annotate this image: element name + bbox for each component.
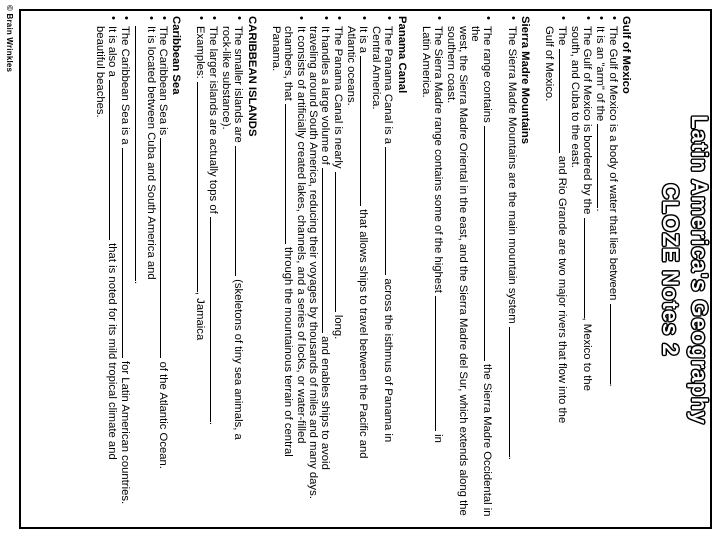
item-text: . (606, 383, 619, 387)
list-item (194, 16, 207, 521)
list-item (132, 16, 157, 521)
item-text: that is noted for its mild tropical climate and (105, 243, 118, 460)
heading-caribbean-sea: Caribbean Sea (170, 16, 183, 95)
fill-in-blank[interactable] (160, 138, 170, 358)
heading-caribbean-islands: CARIBBEAN ISLANDS (245, 16, 258, 137)
heading-sierra-madre: Sierra Madre Mountains (519, 16, 532, 145)
fill-in-blank[interactable] (509, 327, 519, 457)
item-text: It is a (357, 26, 370, 53)
item-text: across the isthmus of Panama in (382, 278, 395, 443)
item-text: The range contains (481, 26, 494, 123)
item-text: The Caribbean Sea is (157, 26, 169, 136)
fill-in-blank[interactable] (360, 56, 370, 206)
item-continuation: Latin America. (419, 26, 432, 98)
item-text: through the mountainous terrain of central (281, 247, 294, 457)
item-text: The (555, 26, 568, 46)
item-continuation: beautiful beaches. (93, 26, 106, 118)
item-text: in (431, 434, 444, 443)
list-item (370, 16, 395, 521)
item-text: of the Atlantic Ocean. (157, 361, 169, 469)
item-text: The Gulf of Mexico is bordered by the (580, 26, 593, 215)
item-text: It consists of artificially created lakes, channels, and a series of locks, or water-filled (294, 26, 307, 444)
item-text: It is also a (105, 26, 118, 77)
item-text: long. (332, 314, 345, 340)
fill-in-blank[interactable] (210, 217, 220, 422)
title-line-2: CLOZE Notes 2 (658, 183, 683, 357)
item-text: The larger islands are actually tops of (207, 26, 220, 214)
notes-body (93, 16, 632, 521)
list-item (569, 16, 594, 521)
list-item (594, 16, 607, 521)
list-item (445, 16, 494, 521)
item-text: . (131, 281, 144, 285)
item-text: . (593, 208, 606, 212)
list-item (157, 16, 170, 521)
item-text: the Sierra Madre Occidental in the (469, 26, 494, 517)
list-item (345, 16, 370, 521)
title-line-1: Latin America's Geography (687, 115, 712, 425)
list-item (543, 16, 568, 521)
item-text: chambers, that (281, 26, 294, 101)
item-text: It handles a large volume of (319, 26, 332, 165)
item-text: The Sierra Madre range contains some of the highest (431, 26, 444, 293)
list-item (207, 16, 220, 521)
item-continuation: Panama. (269, 26, 282, 72)
item-continuation: Central America. (370, 26, 383, 110)
fill-in-blank[interactable] (610, 304, 620, 384)
item-continuation (282, 26, 295, 521)
item-text: and Rio Grande are two major rivers that flow into the (555, 155, 568, 424)
fill-in-blank[interactable] (559, 49, 569, 153)
item-continuation: rock-like substance). (220, 26, 233, 130)
list-item (270, 16, 307, 521)
list-item (332, 16, 345, 521)
item-text: (skeletons of tiny sea animals, a (232, 279, 245, 440)
fill-in-blank[interactable] (335, 172, 345, 312)
item-text: The smaller islands are (232, 26, 245, 143)
list-item (420, 16, 445, 521)
list-item (506, 16, 519, 521)
item-text: for Latin American countries. (118, 360, 131, 505)
item-text: . (506, 456, 519, 460)
item-text: The Sierra Madre Mountains are the main mountain system (506, 26, 519, 324)
fill-in-blank[interactable] (435, 296, 445, 431)
list-item (119, 16, 132, 521)
fill-in-blank[interactable] (135, 26, 145, 281)
heading-gulf-of-mexico: Gulf of Mexico (620, 16, 632, 94)
item-text: The Caribbean Sea is a (118, 26, 131, 145)
item-continuation: south, and Cuba to the east. (568, 26, 581, 168)
list-item (607, 16, 620, 521)
fill-in-blank[interactable] (584, 218, 594, 318)
fill-in-blank[interactable] (285, 104, 295, 244)
item-text: The Panama Canal is nearly (332, 26, 345, 169)
item-text: that allows ships to travel between the Pacific and (357, 209, 370, 459)
fill-in-blank[interactable] (109, 80, 119, 240)
item-text: , Jamaica (194, 291, 207, 341)
fill-in-blank[interactable] (235, 146, 245, 276)
item-text: and enables ships to avoid (319, 336, 332, 470)
item-text: It is an "arm" of the (593, 26, 606, 122)
fill-in-blank[interactable] (197, 82, 207, 292)
item-text: . (207, 421, 220, 426)
fill-in-blank[interactable] (597, 124, 607, 208)
fill-in-blank[interactable] (122, 148, 132, 358)
item-continuation: traveling around South America, reducing their voyages by thousands of miles and many days. (306, 26, 319, 499)
item-continuation: Gulf of Mexico. (543, 26, 556, 102)
fill-in-blank[interactable] (386, 147, 396, 275)
fill-in-blank[interactable] (322, 168, 332, 333)
item-continuation: west, the Sierra Madre Oriental in the east, and the Sierra Madre del Sur, which extends along the southern coast. (444, 26, 469, 516)
list-item (93, 16, 118, 521)
item-text: The Panama Canal is a (382, 26, 395, 145)
item-text: Examples: (194, 26, 207, 79)
item-text: , Mexico to the (580, 317, 593, 391)
list-item (307, 16, 332, 521)
item-text: It is located between Cuba and South America and (144, 26, 157, 280)
list-item (220, 16, 245, 521)
item-continuation: Atlantic oceans. (345, 26, 358, 106)
copyright-notice: © Brain Wrinkles (5, 5, 14, 73)
item-text: The Gulf of Mexico is a body of water that lies between (606, 26, 619, 301)
heading-panama-canal: Panama Canal (395, 16, 408, 94)
fill-in-blank[interactable] (484, 126, 494, 361)
